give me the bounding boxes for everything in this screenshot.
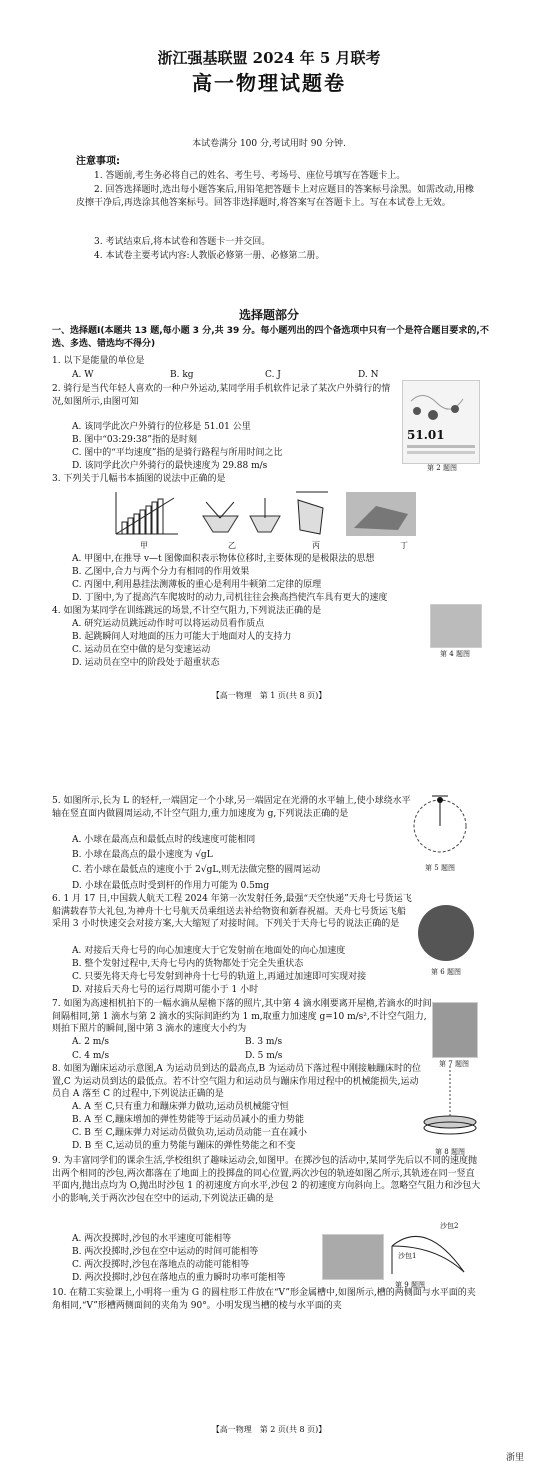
q7-option-d: D. 5 m/s (245, 1051, 283, 1061)
q6-mission-emblem (418, 905, 474, 961)
q5-option-c: C. 若小球在最低点的速度小于 2√gL,则无法做完整的圆周运动 (72, 865, 321, 875)
q1-option-a: A. W (72, 370, 94, 380)
q5-figure (410, 790, 470, 860)
section-title: 选择题部分 (238, 308, 299, 322)
q3-label-bing: 丙 (312, 541, 320, 550)
q2-distance-value: 51.01 (407, 428, 445, 442)
notice-heading: 注意事项: (76, 156, 120, 167)
cycling-app-screenshot (403, 381, 479, 463)
q3-label-yi: 乙 (228, 541, 236, 550)
q8-option-c: C. B 至 C,蹦床弹力对运动员做负功,运动员动能一直在减小 (72, 1128, 307, 1138)
part-title: 一、选择题Ⅰ(本题共 13 题,每小题 3 分,共 39 分。每小题列出的四个备选项中只有一个是符合题目要求的,不选、多选、错选均不得分) (52, 326, 489, 349)
q3-option-a: A. 甲图中,在推导 v—t 图像面积表示物体位移时,主要体现的是极限法的思想 (72, 554, 375, 564)
q4-option-b: B. 起跳瞬间人对地面的压力可能大于地面对人的支持力 (72, 632, 292, 642)
trampoline-diagram (420, 1064, 480, 1146)
q4-photo (430, 604, 482, 648)
q1-option-c: C. J (265, 370, 281, 380)
q9-figure-yi (386, 1222, 476, 1276)
exam-paper-title: 高一物理试题卷 (192, 71, 346, 95)
q7-stem: 7. 如图为高速相机拍下的一幅水滴从屋檐下落的照片,其中第 4 滴水刚要离开屋檐,若滴水的时间间隔相同,第 1 滴水与第 2 滴水的实际间距约为 1 m,取重力加速度 g=10 m/s²,不计空气阻力,则拍下照片的瞬间,图中第 3 滴水的速度大小约为 (52, 999, 432, 1034)
q4-option-c: C. 运动员在空中做的是匀变速运动 (72, 645, 211, 655)
q6-caption: 第 6 题图 (431, 968, 461, 976)
q2-figure (402, 380, 480, 464)
q9-caption: 第 9 题图 (395, 1281, 425, 1289)
q4-stem: 4. 如图为某同学在训练跳远的场景,不计空气阻力,下列说法正确的是 (52, 606, 322, 616)
q6-stem: 6. 1 月 17 日,中国载人航天工程 2024 年第一次发射任务,最强“天空快递”天舟七号货运飞船满载春节大礼包,为神舟十七号航天员乘组送去补给物资和新春祝福。天舟七号货运飞船采用 3 小时快速交会对接方案,大大缩短了对接时间。下列关于天舟七号的说法正确的是 (52, 894, 412, 929)
q3-figure-strip (108, 488, 488, 540)
q8-caption: 第 8 题图 (435, 1148, 465, 1156)
q8-option-d: D. B 至 C,运动员的重力势能与蹦床的弹性势能之和不变 (72, 1141, 296, 1151)
page-2-footer: 【高一物理 第 2 页(共 8 页)】 (211, 1425, 327, 1434)
q7-caption: 第 7 题图 (439, 1060, 469, 1068)
q7-option-b: B. 3 m/s (245, 1037, 283, 1047)
page-1-footer: 【高一物理 第 1 页(共 8 页)】 (211, 691, 327, 700)
q1-option-b: B. kg (170, 370, 194, 380)
q9-option-c: C. 两次投掷时,沙包在落地点的动能可能相等 (72, 1260, 250, 1270)
q10-stem: 10. 在精工实验课上,小明将一重为 G 的圆柱形工件放在“V”形金属槽中,如图所示,槽的两侧面与水平面的夹角相同,“V”形槽两侧面间的夹角为 90°。小明发现当槽的棱与水平面的夹 (52, 1288, 476, 1311)
q7-option-a: A. 2 m/s (72, 1037, 109, 1047)
notice-item-3: 3. 考试结束后,将本试卷和答题卡一并交回。 (94, 237, 271, 247)
q2-option-a: A. 该同学此次户外骑行的位移是 51.01 公里 (72, 422, 251, 432)
q1-option-d: D. N (358, 370, 379, 380)
q2-option-d: D. 该同学此次户外骑行的最快速度为 29.88 m/s (72, 461, 268, 471)
exam-union-title: 浙江强基联盟 2024 年 5 月联考 (157, 49, 381, 67)
rod-circle-diagram (410, 790, 470, 860)
q2-caption: 第 2 题图 (427, 464, 457, 472)
q2-stem: 2. 骑行是当代年轻人喜欢的一种户外运动,某同学用手机软件记录了某次户外骑行的情况,如图所示,由图可知 (52, 384, 391, 407)
notice-item-1: 1. 答题前,考生务必将自己的姓名、考生号、考场号、座位号填写在答题卡上。 (94, 171, 406, 181)
q9-option-a: A. 两次投掷时,沙包的水平速度可能相等 (72, 1234, 232, 1244)
q8-option-b: B. A 至 C,蹦床增加的弹性势能等于运动员减小的重力势能 (72, 1115, 304, 1125)
q3-stem: 3. 下列关于几幅书本插图的说法中正确的是 (52, 474, 226, 484)
q3-option-c: C. 丙图中,利用悬挂法测薄板的重心是利用牛顿第二定律的原理 (72, 580, 322, 590)
q3-label-ding: 丁 (400, 541, 408, 550)
q5-option-b: B. 小球在最高点的最小速度为 √gL (72, 850, 213, 860)
q4-option-d: D. 运动员在空中的阶段处于超重状态 (72, 658, 220, 668)
q6-option-b: B. 整个发射过程中,天舟七号内的货物都处于完全失重状态 (72, 959, 304, 969)
corner-mark: 浙里 (506, 1453, 525, 1463)
q1-stem: 1. 以下是能量的单位是 (52, 356, 145, 366)
notice-item-4: 4. 本试卷主要考试内容:人教版必修第一册、必修第二册。 (94, 251, 325, 261)
q9-label-bag2: 沙包2 (440, 1222, 459, 1230)
q3-option-b: B. 乙图中,合力与两个分力有相同的作用效果 (72, 567, 250, 577)
q3-label-jia: 甲 (140, 541, 148, 550)
q8-option-a: A. A 至 C,只有重力和蹦床弹力做功,运动员机械能守恒 (72, 1102, 289, 1112)
q6-option-c: C. 只要先将天舟七号发射到神舟十七号的轨道上,再通过加速即可实现对接 (72, 972, 367, 982)
sandbag-trajectory-diagram (386, 1222, 476, 1276)
notice-item-2: 2. 回答选择题时,选出每小题答案后,用铅笔把答题卡上对应题目的答案标号涂黑。如需改动,用橡皮擦干净后,再选涂其他答案标号。回答非选择题时,将答案写在答题卡上。写在本试卷上无效。 (76, 185, 475, 208)
q7-photo (432, 1002, 478, 1058)
q6-option-a: A. 对接后天舟七号的向心加速度大于它发射前在地面处的向心加速度 (72, 946, 346, 956)
q9-option-b: B. 两次投掷时,沙包在空中运动的时间可能相等 (72, 1247, 259, 1257)
q2-option-b: B. 图中“03:29:38”指的是时刻 (72, 435, 197, 445)
q5-option-d: D. 小球在最低点时受到杆的作用力可能为 0.5mg (72, 881, 270, 891)
q9-photo-jia (322, 1234, 384, 1280)
q4-caption: 第 4 题图 (440, 650, 470, 658)
q6-option-d: D. 对接后天舟七号的运行周期可能小于 1 小时 (72, 985, 259, 995)
q5-option-a: A. 小球在最高点和最低点时的线速度可能相同 (72, 835, 256, 845)
q2-option-c: C. 图中的“平均速度”指的是骑行路程与所用时间之比 (72, 448, 283, 458)
q4-option-a: A. 研究运动员跳远动作时可以将运动员看作质点 (72, 619, 265, 629)
q5-stem: 5. 如图所示,长为 L 的轻杆,一端固定一个小球,另一端固定在光滑的水平轴上,使小球绕水平轴在竖直面内做圆周运动,不计空气阻力,重力加速度为 g,下列说法正确的是 (52, 796, 411, 819)
q9-option-d: D. 两次投掷时,沙包在落地点的重力瞬时功率可能相等 (72, 1273, 286, 1283)
q9-label-bag1: 沙包1 (398, 1252, 417, 1260)
q8-stem: 8. 如图为蹦床运动示意图,A 为运动员到达的最高点,B 为运动员下落过程中刚接触蹦床时的位置,C 为运动员到达的最低点。若不计空气阻力和运动员与蹦床作用过程中的机械能损失,运动员自 A 落至 C 的过程中,下列说法正确的是 (52, 1064, 422, 1099)
q9-stem: 9. 为丰富同学们的课余生活,学校组织了趣味运动会,如图甲。在掷沙包的活动中,某同学先后以不同的速度抛出两个相同的沙包,两次都落在了地面上的投掷盘的同心位置,两次沙包的轨迹如图乙所示,其轨迹在同一竖直平面内,抛出点均为 O,抛出时沙包 1 的初速度方向水平,沙包 2 的初速度方向斜向上。忽略空气阻力和沙包大小的影响,关于两次沙包在空中的运动,下列说法正确的是 (52, 1156, 481, 1204)
q8-figure (420, 1064, 480, 1146)
q3-option-d: D. 丁图中,为了提高汽车爬坡时的动力,司机往往会换高挡使汽车具有更大的速度 (72, 593, 388, 603)
q7-option-c: C. 4 m/s (72, 1051, 110, 1061)
q5-caption: 第 5 题图 (425, 864, 455, 872)
exam-meta: 本试卷满分 100 分,考试用时 90 分钟. (192, 139, 346, 149)
q3-figures (108, 488, 488, 540)
